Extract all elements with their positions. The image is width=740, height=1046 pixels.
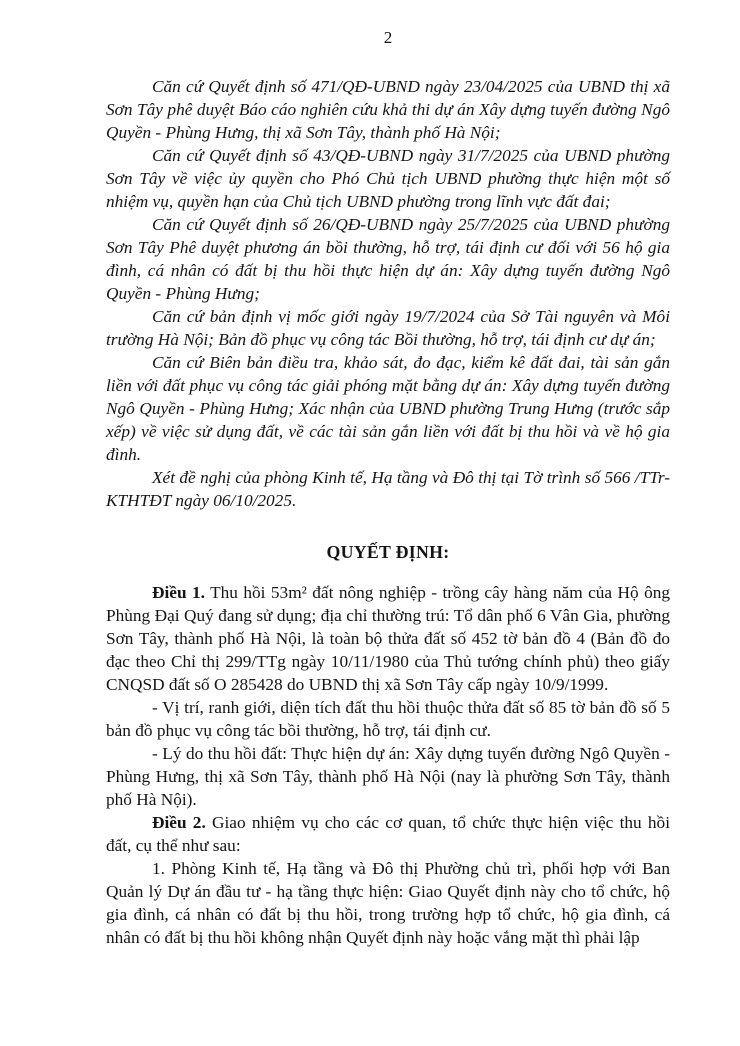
- task-item-1-paragraph: 1. Phòng Kinh tế, Hạ tầng và Đô thị Phường chủ trì, phối hợp với Ban Quản lý Dự án đầu tư - hạ tầng thực hiện: Giao Quyết định này cho tổ chức, hộ gia đình, cá nhân có đất bị thu hồi, trong trường hợp tổ chức, hộ gia đình, cá nhân có đất bị thu hồi không nhận Quyết định này hoặc vắng mặt thì phải lập: [106, 859, 670, 947]
- article-1-label: Điều 1.: [152, 583, 205, 602]
- text-block: [106, 26, 670, 949]
- page-number: 2: [383, 28, 393, 47]
- recovery-reason-paragraph: - Lý do thu hồi đất: Thực hiện dự án: Xây dựng tuyến đường Ngô Quyền - Phùng Hưng, thị xã Sơn Tây, thành phố Hà Nội (nay là phường Sơn Tây, thành phố Hà Nội).: [106, 744, 670, 809]
- citation-paragraph-decision-43: Căn cứ Quyết định số 43/QĐ-UBND ngày 31/7/2025 của UBND phường Sơn Tây về việc ủy quyền cho Phó Chủ tịch UBND phường thực hiện một số nhiệm vụ, quyền hạn của Chủ tịch UBND phường trong lĩnh vực đất đai;: [106, 146, 670, 211]
- citation-paragraph-decision-471: Căn cứ Quyết định số 471/QĐ-UBND ngày 23/04/2025 của UBND thị xã Sơn Tây phê duyệt Báo cáo nghiên cứu khả thi dự án Xây dựng tuyến đường Ngô Quyền - Phùng Hưng, thị xã Sơn Tây, thành phố Hà Nội;: [106, 77, 670, 142]
- article-2-text: Giao nhiệm vụ cho các cơ quan, tổ chức thực hiện việc thu hồi đất, cụ thể như sau:: [106, 813, 670, 855]
- article-2-paragraph: [106, 811, 670, 857]
- citation-paragraph-survey-record: Căn cứ Biên bản điều tra, khảo sát, đo đạc, kiểm kê đất đai, tài sản gắn liền với đất phục vụ công tác giải phóng mặt bằng dự án: Xây dựng tuyến đường Ngô Quyền - Phùng Hưng; Xác nhận của UBND phường Trung Hưng (trước sắp xếp) về việc sử dụng đất, về các tài sản gắn liền với đất bị thu hồi và về hộ gia đình.: [106, 353, 670, 464]
- article-1-text: Thu hồi 53m² đất nông nghiệp - trồng cây hàng năm của Hộ ông Phùng Đại Quý đang sử dụng; địa chỉ thường trú: Tổ dân phố 6 Vân Gia, phường Sơn Tây, thành phố Hà Nội, là toàn bộ thửa đất số 452 tờ bản đồ 4 (Bản đồ đo đạc theo Chỉ thị 299/TTg ngày 10/11/1980 của Thủ tướng chính phủ) theo giấy CNQSD đất số O 285428 do UBND thị xã Sơn Tây cấp ngày 10/9/1999.: [106, 583, 670, 694]
- article-2-label: Điều 2.: [152, 813, 206, 832]
- citation-paragraph-decision-26: Căn cứ Quyết định số 26/QĐ-UBND ngày 25/7/2025 của UBND phường Sơn Tây Phê duyệt phương án bồi thường, hỗ trợ, tái định cư đối với 56 hộ gia đình, cá nhân có đất bị thu hồi thực hiện dự án: Xây dựng tuyến đường Ngô Quyền - Phùng Hưng;: [106, 215, 670, 303]
- citation-paragraph-proposal: Xét đề nghị của phòng Kinh tế, Hạ tầng và Đô thị tại Tờ trình số 566 /TTr-KTHTĐT ngày 06/10/2025.: [106, 468, 670, 510]
- decision-heading: QUYẾT ĐỊNH:: [326, 542, 450, 562]
- location-boundary-paragraph: - Vị trí, ranh giới, diện tích đất thu hồi thuộc thửa đất số 85 tờ bản đồ số 5 bản đồ phục vụ công tác bồi thường, hỗ trợ, tái định cư.: [106, 698, 670, 740]
- citation-paragraph-boundary-marker: Căn cứ bản định vị mốc giới ngày 19/7/2024 của Sở Tài nguyên và Môi trường Hà Nội; Bản đồ phục vụ công tác Bồi thường, hỗ trợ, tái định cư dự án;: [106, 307, 670, 349]
- article-1-paragraph: [106, 581, 670, 696]
